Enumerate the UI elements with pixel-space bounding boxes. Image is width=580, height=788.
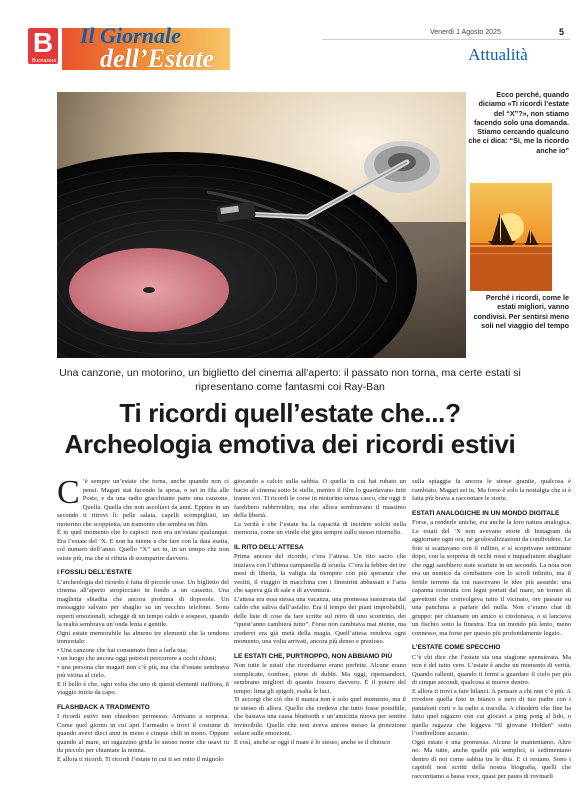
headline bbox=[12, 398, 568, 460]
article-intro: C ’è sempre un’estate che torna, anche quando non ci pensi. Magari stai facendo la spesa, o sei in fila alle Poste, e da una radio gracchiante parte una canzone. Quella. Quella che non ascoltavi da anni. Eppure in un secondo ti ritrovi lì: pelle salata, capelli scompigliati, un motorino che scoppietta, un tramonto che sembra un film. bbox=[57, 474, 229, 528]
subheading: ESTATI ANALOGICHE IN UN MONDO DIGITALE bbox=[412, 509, 560, 517]
paragraph: C’è chi dice che l’estate sia una stagione spensierata. Ma non è del tutto vero. L’estate è anche un momento di verità. Quando rallenti, quando ti fermi a guardare il cielo per più di cinque secondi, qualcosa si muove dentro. bbox=[412, 653, 571, 686]
subheading: I FOSSILI DELL’ESTATE bbox=[57, 569, 132, 576]
paragraph: giocando a calcio sulla sabbia. O quella in cui hai rubato un bacio al cinema sotto le stelle, mentre il film lo guardavano tutti tranne voi. Ti ricordi le corse in motorino senza casco, che oggi ti farebbero rabbrividire, ma che allora sembravano il massimo della libertà. bbox=[234, 478, 406, 519]
subheading: IL RITO DELL’ATTESA bbox=[234, 543, 304, 551]
article-column-3 bbox=[412, 478, 571, 781]
drop-cap: C bbox=[57, 474, 80, 511]
bullet-item: • una persona che magari non c’è più, ma che d’estate sembrava più vicina al cielo. bbox=[57, 663, 229, 679]
paragraph: I ricordi estivi non chiedono permesso. Arrivano a sorpresa. Come quel giorno in cui apri l’armadio e trovi il costume di quando avevi dieci anni in meno e cinque chili in meno. Oppure quando al mare, un ragazzino grida lo stesso nome che usavi tu da piccolo per chiamare la nonna. bbox=[57, 713, 229, 754]
photo-side-caption-bottom: Perché i ricordi, come le estati migliori, vanno condivisi. Per sentirsi meno soli nel viaggio del tempo bbox=[473, 293, 569, 330]
header-rule bbox=[322, 39, 570, 40]
paragraph: Non tutte le estati che ricordiamo erano perfette. Alcune erano complicate, confuse, piene di dubbi. Ma oggi, ripensandoci, sembrano migliori di quanto fossero davvero. È il potere del tempo: lima gli spigoli, esalta le luci. bbox=[234, 662, 406, 695]
masthead-title-line2: dell’Estate bbox=[100, 44, 215, 73]
paragraph: La verità è che l’estate ha la capacità di incidere solchi nella memoria, come un vinile che gira sempre sullo stesso ritornello. bbox=[234, 520, 406, 536]
turntable-photo bbox=[57, 92, 466, 358]
paragraph: Ogni estate memorabile ha almeno tre elementi che la rendono immortale: bbox=[57, 629, 229, 645]
paragraph: E il bello è che, ogni volta che uno di questi elementi riaffiora, il viaggio inizia da capo. bbox=[57, 680, 229, 696]
article-column-1 bbox=[57, 474, 229, 764]
paragraph: E così, anche se oggi il mare è lo stesso, anche se il chiosco bbox=[234, 738, 391, 746]
masthead-title-line1: Il Giornale bbox=[80, 23, 181, 48]
paragraph: E allora ti ricordi. Ti ricordi l’estate in cui ti sei rotto il mignolo bbox=[57, 755, 224, 763]
paragraph: È in quel momento che lo capisci: non era un’estate qualunque. Era l’estate del ’X. E non ha niente a che fare con la data esatta, col numero dell’anno. Quello “X” sei tu, in un tempo che non esiste più, ma che si rifiuta di scomparire davvero. bbox=[57, 529, 229, 562]
paragraph: Prima ancora del ricordo, c’era l’attesa. Un rito sacro che iniziava con l’ultima campanella di scuola. C’era la febbre dei tre mesi di libertà, la valigia da riempire con più speranze che vestiti, il viaggio in macchina con i finestrini abbassati e l’aria che sapeva già di sale e di avventura. bbox=[234, 553, 406, 594]
paragraph: Ogni estate è una promessa. Alcune le manteniamo. Altre no. Ma tutte, anche quelle più semplici, si sedimentano dentro di noi come sabbia tra le dita. E ci restano. Sono i capitoli non scritti della nostra biografia, quelli che raccontiamo a bassa voce, quasi per paura di rovinarli bbox=[412, 738, 571, 780]
subheading: L’ESTATE COME SPECCHIO bbox=[412, 644, 501, 651]
paragraph: L’attesa era essa stessa una vacanza, una promessa sussurrata dal caldo che saliva dall’asfalto. Era il tempo dei piani improbabili, delle liste di cose da fare scritte sul retro di uno scontrino, dei “quest’anno cambierà tutto”. Forse non cambiava mai niente, ma credervi era già metà della magia. Quell’attesa rendeva ogni momento, una volta arrivati, ancora più denso e prezioso. bbox=[234, 595, 406, 645]
bullet-item: • un luogo che ancora oggi potresti percorrere a occhi chiusi; bbox=[57, 655, 217, 662]
photo-caption: Una canzone, un motorino, un biglietto del cinema all’aperto: il passato non torna, ma certe estati si ripresentano come fantasmi coi Ray-Ban bbox=[59, 367, 521, 393]
page-number: 5 bbox=[559, 27, 565, 37]
headline-line2: Archeologia emotiva dei ricordi estivi bbox=[64, 429, 516, 459]
bullet-item: • Una canzone che hai consumato fino a farla tua; bbox=[57, 646, 188, 654]
paragraph: sulla spiaggia fa ancora le stesse granite, qualcosa è cambiato. Magari sei tu. Ma forse è solo la nostalgia che si è fatta più brava a raccontare le storie. bbox=[412, 478, 571, 502]
section-title: Attualità bbox=[468, 45, 528, 64]
subheading: LE ESTATI CHE, PURTROPPO, NON ABBIAMO PIÙ bbox=[234, 652, 393, 660]
issue-date: Venerdì 1 Agosto 2025 bbox=[430, 29, 501, 36]
paragraph: Ti accorgi che ciò che ti manca non è solo quel momento, ma il te stesso di allora. Quello che credeva che tutto fosse possibile, che bastava una cassa bluetooth e un’amicizia nuova per sentire invincibile. Quello che non aveva ancora messo la protezione solare sulle emozioni. bbox=[234, 696, 406, 737]
paragraph: Forse, a renderle uniche, era anche la loro natura analogica. Le estati del ’X non avevano storie di Instagram da aggiornare ogni ora, né geolocalizzazioni da condividere. Le foto si scattavano con il rullino, e si scoprivano settimane dopo, con la sorpresa di occhi rossi e inquadrature sbagliate che oggi sarebbero state scartate in un secondo. La noia non era un nemico da combattere con lo scroll infinito, ma il fertile terreno da cui nascevano le idee più assurde: una capanna costruita con legni portati dal mare, un torneo di gavettoni che coinvolgeva tutto il vicinato, ore passate su una panchina a parlare del nulla. Non c’erano chat di gruppo: per chiamare un amico si citofonava, o si lanciava un fischio sotto la finestra. Era un mondo più lento, meno connesso, ma forse per questo più profondamente legato. bbox=[412, 519, 571, 637]
paragraph: E allora ti trovi a fare bilanci. A pensare a chi non c’è più. A rivedere quella foto in bianco e nero di tuo padre con i pantaloni corti e la radio a tracolla. A chiederti che fine ha fatto quel ragazzo con cui giocavi a ping pong al lido, o quella ragazza che leggeva “Il giovane Holden” sotto l’ombrellone accanto. bbox=[412, 687, 571, 737]
sunset-sailboat-photo bbox=[470, 183, 552, 291]
article-column-2 bbox=[234, 478, 406, 747]
paragraph: L’archeologia del ricordo è fatta di piccole cose. Un biglietto del cinema all’aperto stropicciato in fondo a un cassetto. Una maglietta sbiadita che ancora profuma di doposole. Un messaggio salvato per sbaglio su un vecchio telefono. Sono reperti emozionali, schegge di un tempo caldo e sospeso, quando la realtà sembrava un’onda lenta e gentile. bbox=[57, 578, 229, 628]
logo-subtitle: Buonasera bbox=[31, 58, 57, 64]
photo-side-caption-top: Ecco perché, quando diciamo «Ti ricordi l’estate del “X”?», non stiamo facendo solo una domanda. Stiamo cercando qualcuno che ci dica: “Sì, me la ricordo anche io” bbox=[468, 90, 569, 155]
subheading: FLASHBACK A TRADIMENTO bbox=[57, 703, 150, 711]
headline-line1: Ti ricordi quell’estate che...? bbox=[119, 398, 461, 428]
logo-letter: B bbox=[32, 27, 54, 58]
